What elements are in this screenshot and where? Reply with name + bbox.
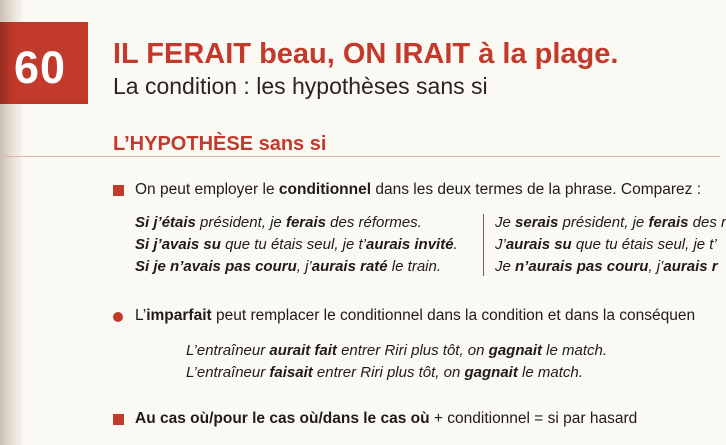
text-segment: dans les deux termes de la phrase. Comparez : — [371, 181, 702, 198]
ex-bold: aurais r — [663, 258, 718, 275]
ex-text: le train. — [387, 258, 441, 275]
ex-bold: serais — [515, 214, 559, 231]
ex-text: que tu étais seul, je t’ — [220, 236, 366, 253]
example-right-2 — [495, 236, 717, 253]
keyword: conditionnel — [278, 181, 372, 198]
rule-2-intro — [135, 307, 695, 325]
ex-bold: étais — [161, 214, 196, 231]
ex-text: que tu étais seul, je t’ — [571, 236, 717, 253]
ex-bold: n’aurais pas couru — [515, 258, 649, 275]
example-imparfait-2 — [186, 364, 583, 381]
ex-bold: n’avais pas couru — [170, 258, 297, 275]
example-right-1 — [495, 214, 726, 231]
ex-text: J’ — [495, 236, 506, 253]
ex-bold: Si je — [135, 258, 171, 275]
ex-bold: aurait fait — [269, 342, 337, 359]
example-right-3 — [495, 258, 718, 275]
ex-text: le match. — [517, 364, 583, 381]
chapter-number: 60 — [14, 42, 67, 93]
ex-bold: Si j’ — [135, 214, 162, 231]
rule-3-intro — [135, 410, 637, 428]
ex-text: L’entraîneur — [186, 364, 270, 381]
ex-text: Je — [495, 258, 516, 275]
rule-1-intro — [135, 181, 701, 199]
ex-text: des réformes. — [325, 214, 422, 231]
example-left-1 — [135, 214, 422, 231]
ex-bold: ferais — [648, 214, 689, 231]
square-bullet-icon — [113, 414, 124, 425]
ex-text: , j’ — [648, 258, 664, 275]
ex-text: le match. — [542, 342, 608, 359]
example-left-2 — [135, 236, 458, 253]
ex-bold: gagnait — [488, 342, 542, 359]
ex-text: président, je — [558, 214, 649, 231]
ex-bold: aurais raté — [311, 258, 388, 275]
example-imparfait-1 — [186, 342, 607, 359]
keyword: Au cas où/pour le cas où/dans le cas où — [135, 410, 430, 427]
page-title: IL FERAIT beau, ON IRAIT à la plage. — [113, 38, 619, 70]
ex-bold: gagnait — [464, 364, 518, 381]
ex-bold: faisait — [269, 364, 313, 381]
section-divider — [0, 156, 720, 157]
text-segment: peut remplacer le conditionnel dans la condition et dans la conséquen — [211, 307, 696, 324]
keyword: imparfait — [146, 307, 212, 324]
ex-text: des r — [688, 214, 726, 231]
text-segment: + conditionnel = si par hasard — [429, 410, 638, 427]
section-heading: L’HYPOTHÈSE sans si — [113, 133, 327, 155]
ex-bold: avais su — [161, 236, 221, 253]
ex-bold: Si j’ — [135, 236, 162, 253]
ex-bold: ferais — [285, 214, 326, 231]
page-subtitle: La condition : les hypothèses sans si — [113, 73, 488, 99]
ex-text: Je — [495, 214, 516, 231]
ex-text: président, je — [195, 214, 286, 231]
ex-text: entrer Riri plus tôt, on — [312, 364, 465, 381]
ex-text: L’entraîneur — [186, 342, 270, 359]
ex-bold: aurais su — [505, 236, 572, 253]
round-bullet-icon — [113, 312, 123, 322]
ex-bold: aurais invité — [366, 236, 454, 253]
square-bullet-icon — [113, 185, 124, 196]
column-divider — [483, 214, 484, 276]
chapter-number-box — [0, 22, 88, 104]
example-left-3 — [135, 258, 441, 275]
text-segment: On peut employer le — [135, 181, 279, 198]
text-segment: L’ — [135, 307, 147, 324]
ex-text: entrer Riri plus tôt, on — [336, 342, 489, 359]
ex-text: , j’ — [296, 258, 312, 275]
ex-text: . — [453, 236, 458, 253]
